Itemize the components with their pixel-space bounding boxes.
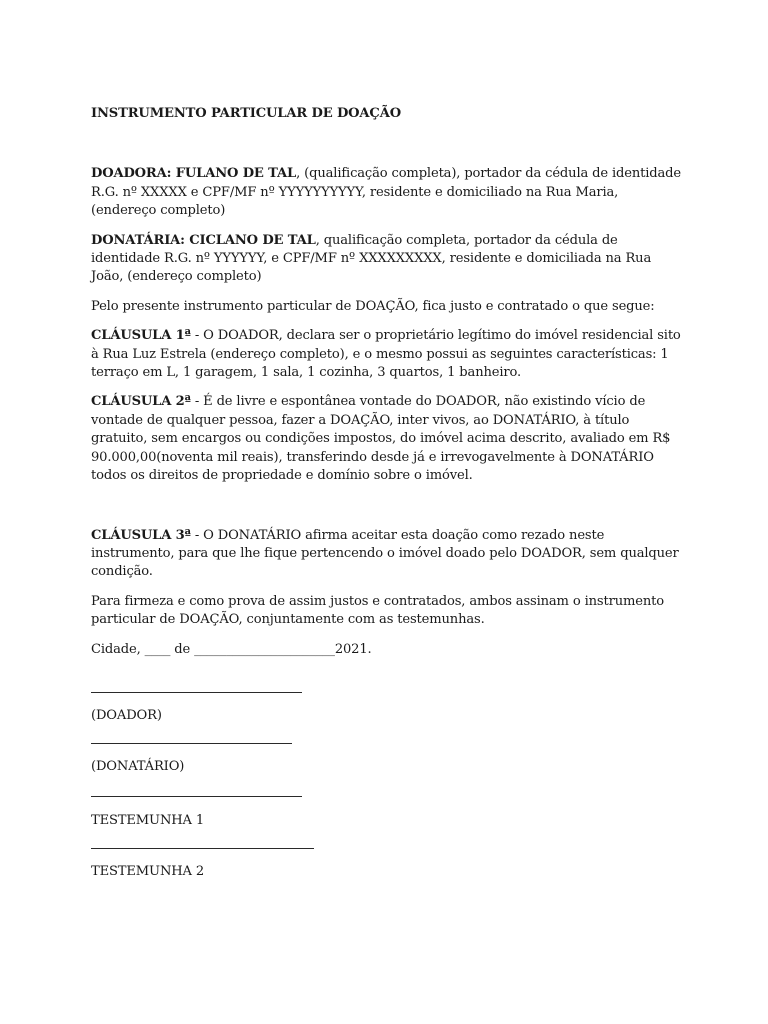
clausula1-paragraph [91, 327, 681, 382]
clausula2-paragraph [91, 393, 681, 485]
clausula2-label: CLÁUSULA 2ª [91, 394, 191, 410]
clausula3-text: - O DONATÁRIO afirma aceitar esta doação como rezado neste instrumento, para que lhe fique pertencendo o imóvel doado pelo DOADOR, sem qualquer condição. [91, 527, 679, 580]
document-page [91, 105, 681, 882]
doadora-paragraph [91, 165, 681, 220]
signature-block-doador [91, 670, 681, 725]
clausula2-text: - É de livre e espontânea vontade do DOADOR, não existindo vício de vontade de qualquer pessoa, fazer a DOAÇÃO, inter vivos, ao DONATÁRIO, à título gratuito, sem encargos ou condições impostos, do imóvel acima descrito, avaliado em R$ 90.000,00(noventa mil reais), transferindo desde já e irrevogavelmente à DONATÁRIO todos os direitos de propriedade e domínio sobre o imóvel. [91, 394, 671, 484]
clausula3-paragraph [91, 527, 681, 582]
clausula1-text: - O DOADOR, declara ser o proprietário legítimo do imóvel residencial sito à Rua Luz Estrela (endereço completo), e o mesmo possui as seguintes características: 1 terraço em L, 1 garagem, 1 sala, 1 cozinha, 3 quartos, 1 banheiro. [91, 328, 681, 381]
signature-block-donatario [91, 725, 681, 776]
doadora-label: DOADORA: FULANO DE TAL [91, 166, 297, 182]
donataria-label: DONATÁRIA: CICLANO DE TAL [91, 232, 316, 248]
signature-label-testemunha-1: TESTEMUNHA 1 [91, 812, 205, 828]
signature-label-testemunha-2: TESTEMUNHA 2 [91, 864, 205, 880]
document-title: INSTRUMENTO PARTICULAR DE DOAÇÃO [91, 106, 401, 121]
spacer [91, 497, 681, 527]
date-line: Cidade, ____ de ______________________2021. [91, 641, 372, 657]
donataria-text: , qualificação completa, portador da cédula de identidade R.G. nº YYYYYY, e CPF/MF nº XXXXXXXXX, residente e domiciliada na Rua João, (endereço completo) [91, 232, 652, 285]
signature-label-donatario: (DONATÁRIO) [91, 759, 185, 775]
signature-label-doador: (DOADOR) [91, 707, 162, 723]
intro-paragraph: Pelo presente instrumento particular de DOAÇÃO, fica justo e contratado o que segue: [91, 298, 655, 314]
spacer [91, 123, 681, 165]
closing-paragraph: Para firmeza e como prova de assim justos e contratados, ambos assinam o instrumento particular de DOAÇÃO, conjuntamente com as testemunhas. [91, 593, 664, 628]
signature-block-testemunha-2 [91, 830, 681, 881]
donataria-paragraph [91, 232, 681, 287]
signature-block-testemunha-1 [91, 777, 681, 830]
clausula3-label: CLÁUSULA 3ª [91, 527, 191, 543]
doadora-text: , (qualificação completa), portador da cédula de identidade R.G. nº XXXXX e CPF/MF nº YYYYYYYYYY, residente e domiciliado na Rua Maria, (endereço completo) [91, 166, 682, 219]
clausula1-label: CLÁUSULA 1ª [91, 328, 191, 344]
